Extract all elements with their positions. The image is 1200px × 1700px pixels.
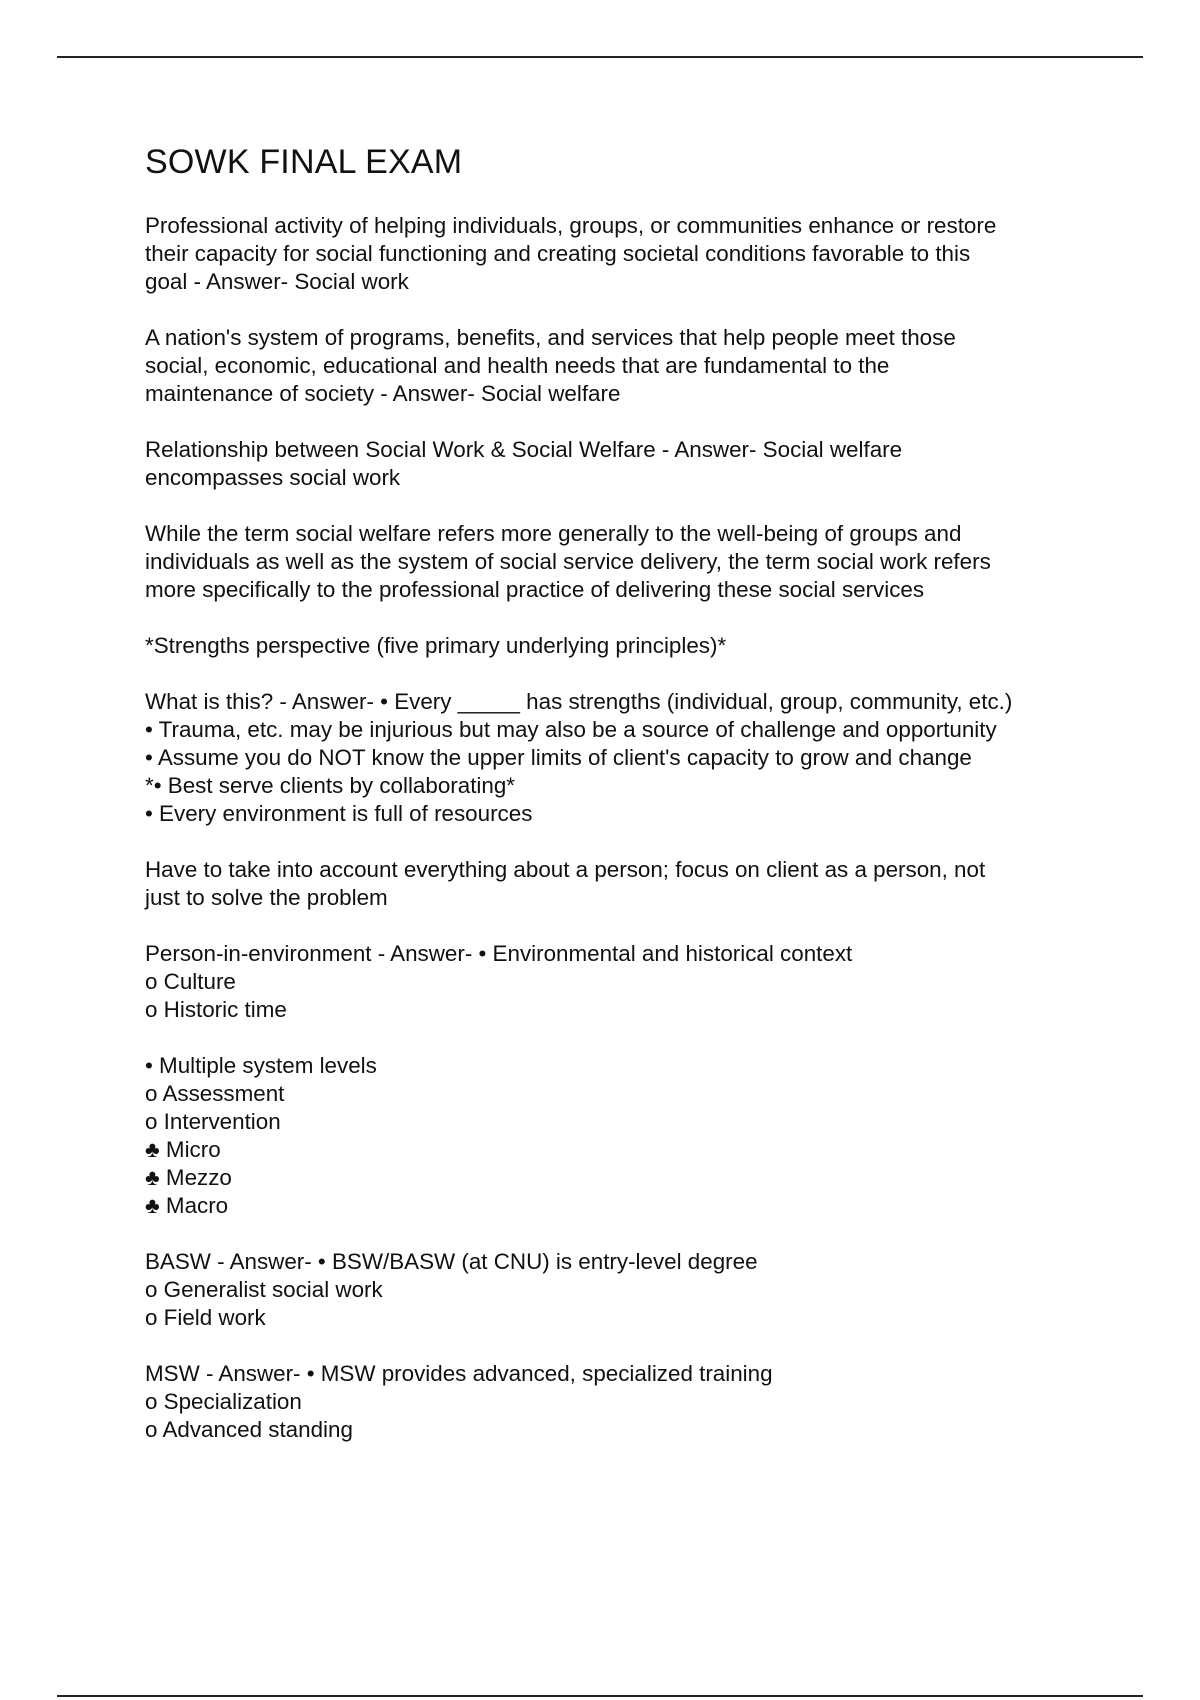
text-line: o Generalist social work (145, 1277, 383, 1302)
flashcard-block (145, 1360, 1105, 1444)
text-line: ♣ Micro (145, 1137, 221, 1162)
flashcard-block (145, 324, 1105, 408)
flashcard-block (145, 940, 1105, 1024)
text-line: o Field work (145, 1305, 266, 1330)
flashcard-block (145, 1248, 1105, 1332)
text-line: A nation's system of programs, benefits, and services that help people meet those (145, 325, 956, 350)
text-line: *Strengths perspective (five primary underlying principles)* (145, 633, 727, 658)
text-line: What is this? - Answer- • Every _____ has strengths (individual, group, community, etc.) (145, 689, 1013, 714)
text-line: Relationship between Social Work & Social Welfare - Answer- Social welfare (145, 437, 903, 462)
header-rule (57, 56, 1143, 58)
flashcard-block (145, 688, 1105, 828)
text-line: just to solve the problem (145, 885, 388, 910)
text-line: individuals as well as the system of social service delivery, the term social work refers (145, 549, 991, 574)
text-line: Person-in-environment - Answer- • Environmental and historical context (145, 941, 853, 966)
text-line: • Multiple system levels (145, 1053, 377, 1078)
flashcard-block (145, 212, 1105, 296)
text-line: • Trauma, etc. may be injurious but may also be a source of challenge and opportunity (145, 717, 997, 742)
text-line: o Historic time (145, 997, 287, 1022)
text-line: more specifically to the professional practice of delivering these social services (145, 577, 925, 602)
document-body (145, 140, 1105, 1472)
text-line: ♣ Macro (145, 1193, 229, 1218)
flashcard-block (145, 632, 1105, 660)
text-line: o Advanced standing (145, 1417, 353, 1442)
text-line: o Culture (145, 969, 236, 994)
text-line: goal - Answer- Social work (145, 269, 409, 294)
text-line: maintenance of society - Answer- Social welfare (145, 381, 621, 406)
text-line: o Assessment (145, 1081, 285, 1106)
flashcard-block (145, 856, 1105, 912)
text-line: While the term social welfare refers more generally to the well-being of groups and (145, 521, 962, 546)
text-line: ♣ Mezzo (145, 1165, 232, 1190)
text-line: Have to take into account everything about a person; focus on client as a person, not (145, 857, 986, 882)
text-line: • Every environment is full of resources (145, 801, 533, 826)
text-line: their capacity for social functioning and creating societal conditions favorable to this (145, 241, 971, 266)
document-title: SOWK FINAL EXAM (145, 143, 463, 181)
flashcard-block (145, 1052, 1105, 1220)
flashcard-block (145, 436, 1105, 492)
flashcard-list (145, 212, 1105, 1444)
text-line: o Specialization (145, 1389, 302, 1414)
flashcard-block (145, 520, 1105, 604)
text-line: Professional activity of helping individuals, groups, or communities enhance or restore (145, 213, 997, 238)
text-line: o Intervention (145, 1109, 281, 1134)
text-line: encompasses social work (145, 465, 401, 490)
text-line: social, economic, educational and health needs that are fundamental to the (145, 353, 890, 378)
footer-rule (57, 1695, 1143, 1697)
text-line: *• Best serve clients by collaborating* (145, 773, 516, 798)
text-line: BASW - Answer- • BSW/BASW (at CNU) is entry-level degree (145, 1249, 758, 1274)
text-line: MSW - Answer- • MSW provides advanced, specialized training (145, 1361, 773, 1386)
text-line: • Assume you do NOT know the upper limits of client's capacity to grow and change (145, 745, 972, 770)
